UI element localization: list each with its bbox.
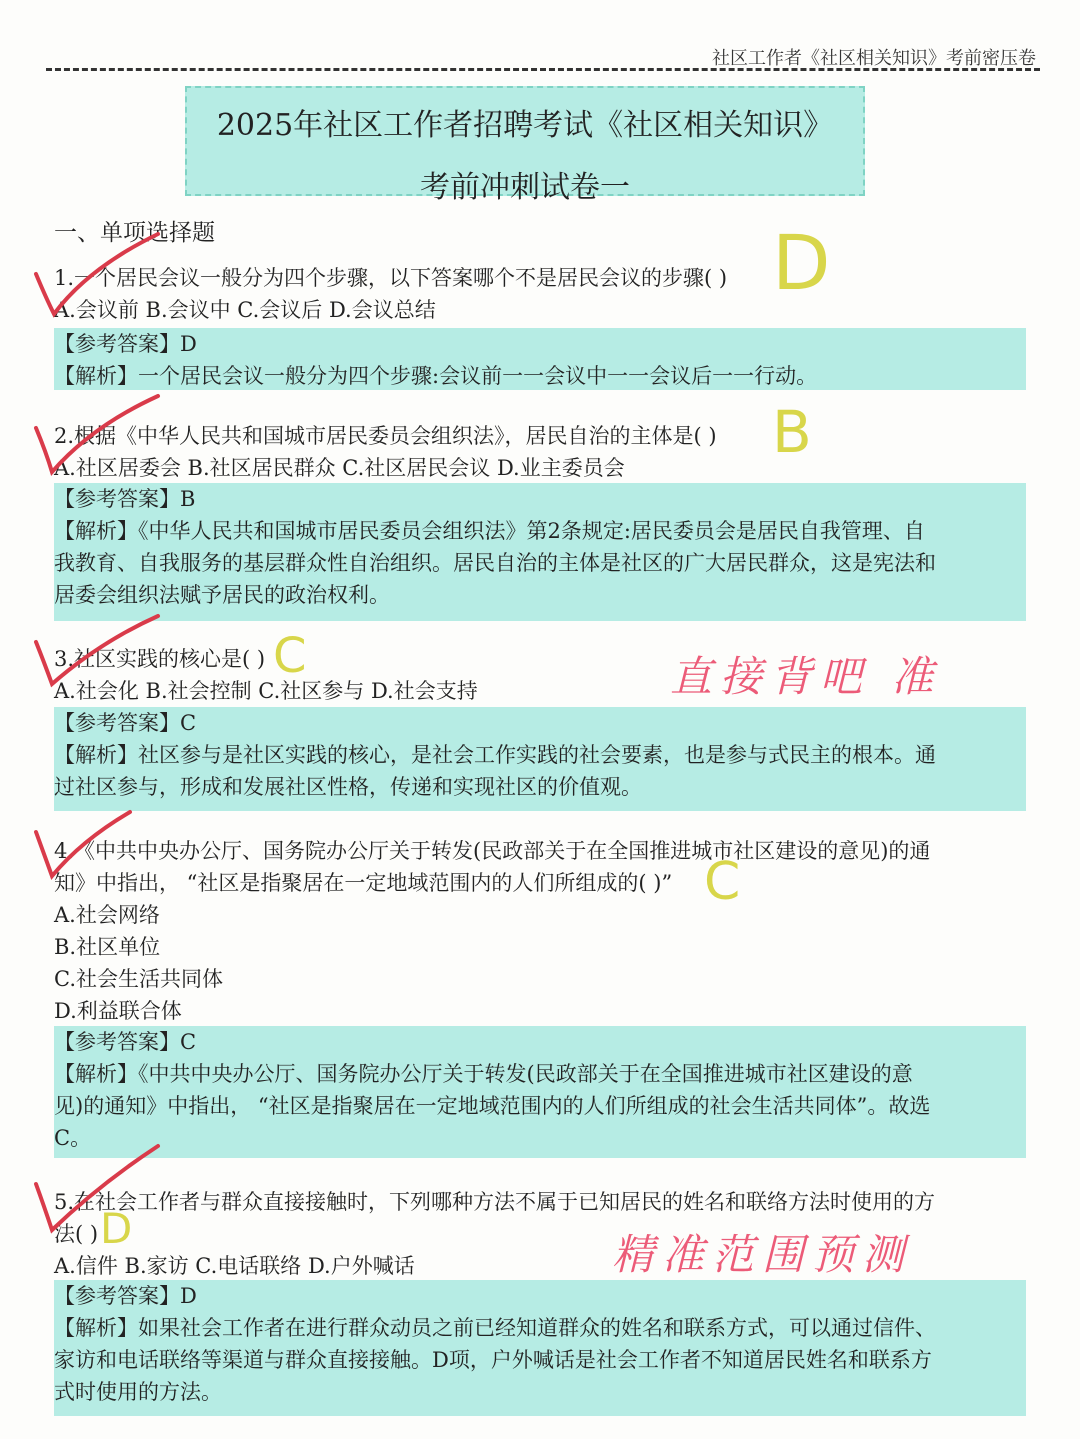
handwritten-answer-5: D bbox=[100, 1204, 133, 1253]
answer-block-2 bbox=[54, 483, 1026, 621]
answer-4: 【参考答案】C bbox=[54, 1030, 197, 1054]
handwritten-answer-1: D bbox=[772, 218, 831, 307]
red-check-mark-4 bbox=[30, 806, 140, 896]
analysis-1: 【解析】一个居民会议一般分为四个步骤:会议前一一会议中一一会议后一一行动。 bbox=[54, 364, 818, 388]
question-5-stem-line: 5.在社会工作者与群众直接接触时，下列哪种方法不属于已知居民的姓名和联络方法时使用的方 bbox=[54, 1190, 936, 1214]
handwritten-answer-2: B bbox=[772, 398, 812, 466]
section-title: 一、单项选择题 bbox=[54, 220, 215, 246]
answer-block-3 bbox=[54, 707, 1026, 811]
analysis-3-line: 【解析】社区参与是社区实践的核心，是社会工作实践的社会要素，也是参与式民主的根本。通 bbox=[54, 743, 936, 767]
title-line2: 考前冲刺试卷一 bbox=[420, 170, 630, 205]
answer-block-4 bbox=[54, 1026, 1026, 1158]
red-check-mark-3 bbox=[30, 612, 170, 702]
handwritten-note-1: 直接背吧 准 bbox=[670, 652, 942, 701]
analysis-5-line: 【解析】如果社会工作者在进行群众动员之前已经知道群众的姓名和联系方式，可以通过信件、 bbox=[54, 1316, 936, 1340]
analysis-5-line: 家访和电话联络等渠道与群众直接接触。D项，户外喊话是社会工作者不知道居民姓名和联系方 bbox=[54, 1348, 932, 1372]
answer-2: 【参考答案】B bbox=[54, 487, 196, 511]
title-line1: 2025年社区工作者招聘考试《社区相关知识》 bbox=[216, 108, 834, 143]
question-5-stem-line: 法( ) bbox=[54, 1222, 99, 1246]
analysis-4-line: 【解析】《中共中央办公厅、国务院办公厅关于转发(民政部关于在全国推进城市社区建设的意 bbox=[54, 1062, 913, 1086]
handwritten-answer-3: C bbox=[273, 628, 307, 684]
question-4-stem-line: 知》中指出， “社区是指聚居在一定地域范围内的人们所组成的( )” bbox=[54, 871, 673, 895]
answer-block-1 bbox=[54, 328, 1026, 390]
question-2-stem: 2.根据《中华人民共和国城市居民委员会组织法》，居民自治的主体是( ) bbox=[54, 424, 717, 448]
analysis-2-line: 居委会组织法赋予居民的政治权利。 bbox=[54, 583, 390, 607]
question-5-options: A.信件 B.家访 C.电话联络 D.户外喊话 bbox=[54, 1254, 415, 1278]
analysis-4-line: 见)的通知》中指出， “社区是指聚居在一定地域范围内的人们所组成的社会生活共同体”。故选 bbox=[54, 1094, 931, 1118]
question-4 bbox=[54, 835, 930, 1027]
question-1-stem: 1.一个居民会议一般分为四个步骤，以下答案哪个不是居民会议的步骤( ) bbox=[54, 266, 728, 290]
analysis-2-line: 【解析】《中华人民共和国城市居民委员会组织法》第2条规定:居民委员会是居民自我管理、自 bbox=[54, 519, 925, 543]
handwritten-answer-4: C bbox=[704, 852, 741, 912]
question-4-option: D.利益联合体 bbox=[54, 999, 182, 1023]
header-rule bbox=[46, 68, 1040, 71]
analysis-4-line: C。 bbox=[54, 1126, 92, 1150]
question-4-option: C.社会生活共同体 bbox=[54, 967, 223, 991]
question-4-stem-line: 4.《中共中央办公厅、国务院办公厅关于转发(民政部关于在全国推进城市社区建设的意见)的通 bbox=[54, 839, 931, 863]
question-3-options: A.社会化 B.社会控制 C.社区参与 D.社会支持 bbox=[54, 679, 478, 703]
analysis-3-line: 过社区参与，形成和发展社区性格，传递和实现社区的价值观。 bbox=[54, 775, 642, 799]
question-4-option: B.社区单位 bbox=[54, 935, 161, 959]
header-text: 社区工作者《社区相关知识》考前密压卷 bbox=[712, 48, 1036, 69]
question-4-option: A.社会网络 bbox=[54, 903, 160, 927]
answer-1: 【参考答案】D bbox=[54, 332, 197, 356]
red-check-mark-1 bbox=[28, 228, 168, 328]
analysis-2-line: 我教育、自我服务的基层群众性自治组织。居民自治的主体是社区的广大居民群众，这是宪法和 bbox=[54, 551, 936, 575]
question-3-stem: 3.社区实践的核心是( ) bbox=[54, 647, 266, 671]
red-check-mark-2 bbox=[28, 392, 168, 482]
question-1-options: A.会议前 B.会议中 C.会议后 D.会议总结 bbox=[54, 298, 436, 322]
answer-block-5 bbox=[54, 1280, 1026, 1416]
handwritten-note-2: 精准范围预测 bbox=[612, 1230, 913, 1279]
answer-3: 【参考答案】C bbox=[54, 711, 197, 735]
answer-5: 【参考答案】D bbox=[54, 1284, 197, 1308]
analysis-5-line: 式时使用的方法。 bbox=[54, 1380, 222, 1404]
question-2-options: A.社区居委会 B.社区居民群众 C.社区居民会议 D.业主委员会 bbox=[54, 456, 625, 480]
title-box bbox=[185, 86, 865, 205]
